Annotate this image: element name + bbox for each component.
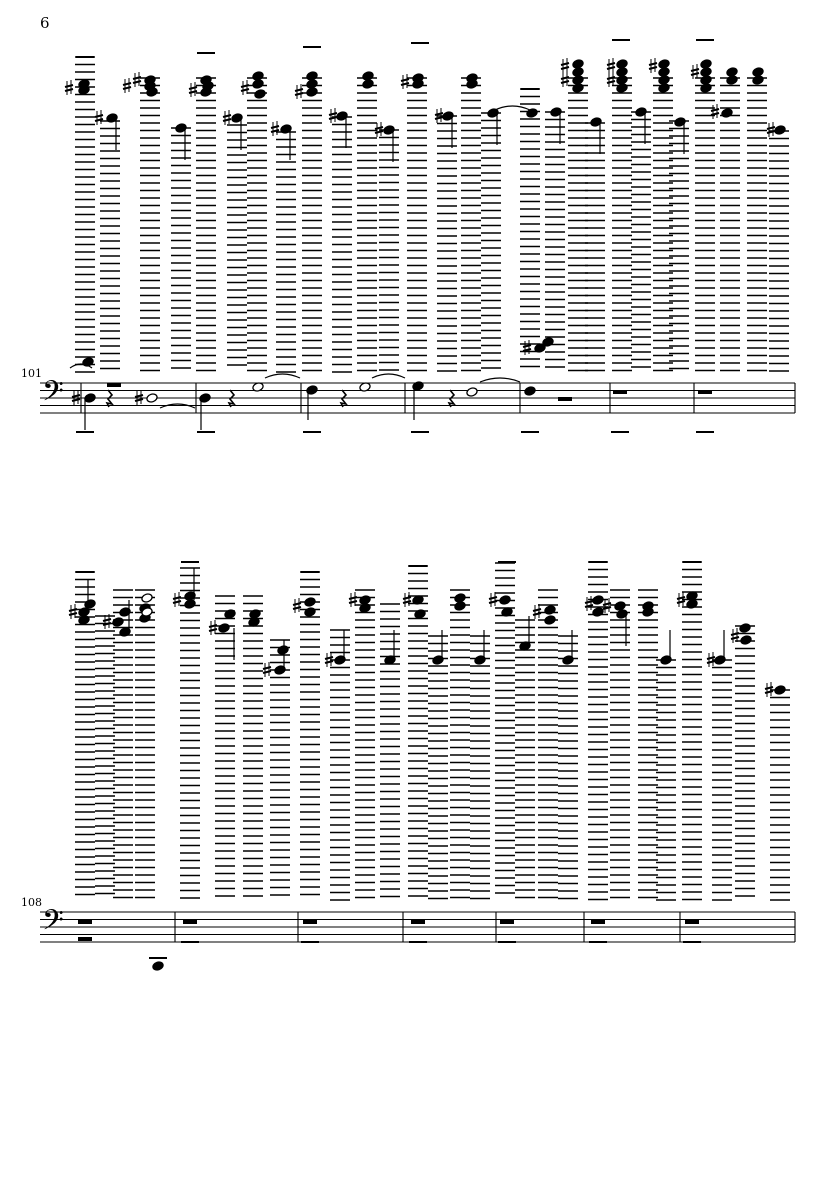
notehead xyxy=(304,597,316,608)
notehead xyxy=(592,607,604,618)
notehead xyxy=(544,615,556,626)
page-number: 6 xyxy=(40,14,50,32)
sharp-stroke xyxy=(707,657,715,659)
measure-number-2: 108 xyxy=(21,896,42,909)
sharp-sign xyxy=(173,592,181,607)
sharp-stroke xyxy=(349,597,357,599)
notehead xyxy=(454,601,466,612)
sharp-sign xyxy=(533,604,541,619)
ledger-line-column xyxy=(428,636,448,899)
sharp-stroke xyxy=(349,601,357,603)
sharp-stroke xyxy=(489,597,497,599)
sharp-stroke xyxy=(325,661,333,663)
sharp-stroke xyxy=(677,601,685,603)
sharp-stroke xyxy=(731,633,739,635)
notehead xyxy=(152,961,164,972)
ledger-line-column xyxy=(682,562,702,900)
ledger-line-column xyxy=(180,568,200,898)
sharp-stroke xyxy=(585,601,593,603)
sharp-stroke xyxy=(731,637,739,639)
notehead xyxy=(277,645,289,656)
ledger-line-column xyxy=(538,590,558,898)
ledger-line-column xyxy=(270,640,290,895)
whole-rest xyxy=(411,920,425,924)
sharp-stroke xyxy=(103,619,111,621)
whole-rest xyxy=(500,920,514,924)
sharp-stroke xyxy=(209,629,217,631)
whole-rest xyxy=(183,920,197,924)
notehead xyxy=(304,607,316,618)
measure-number-1: 101 xyxy=(21,367,42,380)
sharp-sign xyxy=(263,662,271,677)
ledger-line-column xyxy=(380,604,400,897)
ledger-line-column xyxy=(712,660,732,900)
ledger-line-column xyxy=(330,630,350,900)
whole-rest xyxy=(78,920,92,924)
sharp-sign xyxy=(489,592,497,607)
ledger-line-column xyxy=(215,596,235,896)
notehead xyxy=(544,605,556,616)
notehead xyxy=(592,595,604,606)
whole-rest xyxy=(78,937,92,941)
sharp-sign xyxy=(403,592,411,607)
sharp-stroke xyxy=(293,607,301,609)
notehead xyxy=(499,595,511,606)
sharp-sign xyxy=(585,596,593,611)
sharp-stroke xyxy=(403,597,411,599)
ledger-line-column xyxy=(638,590,658,898)
ledger-line-column xyxy=(770,690,790,900)
half-note xyxy=(141,593,153,604)
ledger-line-column xyxy=(300,572,320,895)
ledger-line-column xyxy=(558,636,578,899)
notehead xyxy=(184,599,196,610)
ledger-line-column xyxy=(450,590,470,898)
ledger-line-column xyxy=(656,660,676,900)
ledger-line-column xyxy=(515,620,535,898)
ledger-line-column xyxy=(470,636,490,899)
sharp-stroke xyxy=(325,657,333,659)
notehead xyxy=(774,685,786,696)
bass-clef-icon: 𝄢 xyxy=(42,375,64,415)
sharp-stroke xyxy=(263,667,271,669)
sharp-stroke xyxy=(263,671,271,673)
sharp-stroke xyxy=(603,603,611,605)
ledger-line-column xyxy=(610,590,630,898)
ledger-line-column xyxy=(355,590,375,898)
notehead xyxy=(112,617,124,628)
sharp-stroke xyxy=(765,691,773,693)
notehead xyxy=(740,635,752,646)
sharp-stroke xyxy=(765,687,773,689)
whole-rest xyxy=(303,920,317,924)
sharp-stroke xyxy=(173,597,181,599)
notehead xyxy=(218,623,230,634)
bass-clef-icon: 𝄢 xyxy=(42,904,64,944)
ledger-line-column xyxy=(735,626,755,896)
sharp-stroke xyxy=(69,613,77,615)
sharp-sign xyxy=(293,598,301,613)
ledger-line-column xyxy=(243,596,263,896)
ledger-line-column xyxy=(135,590,155,898)
staff-lines xyxy=(40,912,795,942)
sharp-stroke xyxy=(173,601,181,603)
notehead xyxy=(739,623,751,634)
sharp-stroke xyxy=(293,603,301,605)
sharp-stroke xyxy=(533,613,541,615)
sharp-stroke xyxy=(707,661,715,663)
whole-rest xyxy=(685,920,699,924)
whole-rest xyxy=(591,920,605,924)
sharp-stroke xyxy=(69,609,77,611)
sharp-stroke xyxy=(489,601,497,603)
ledger-line-column xyxy=(95,616,115,894)
sharp-stroke xyxy=(533,609,541,611)
